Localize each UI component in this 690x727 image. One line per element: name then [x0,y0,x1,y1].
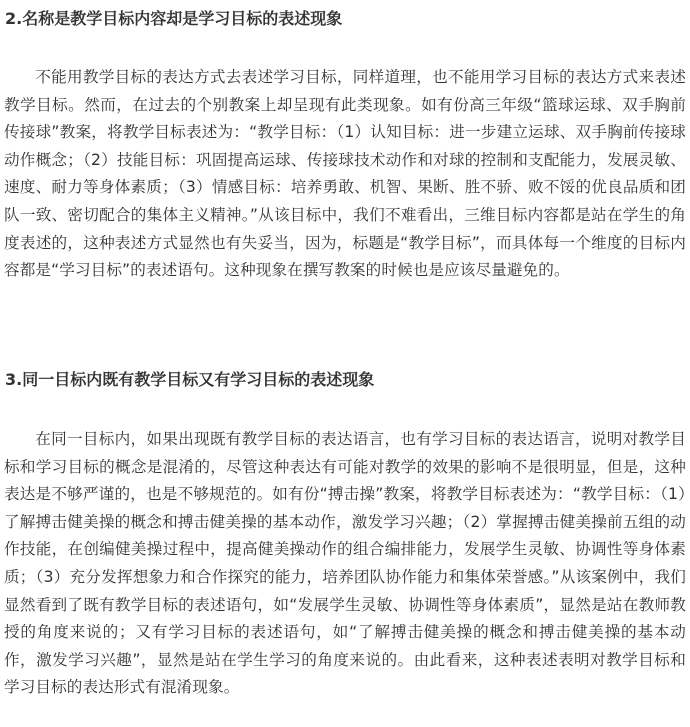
section-paragraph-2: 不能用教学目标的表达方式去表述学习目标，同样道理，也不能用学习目标的表达方式来表述教学目标。然而，在过去的个别教案上却呈现有此类现象。如有份高三年级“篮球运球、双手胸前传接球”教案，将教学目标表述为：“教学目标：（1）认知目标：进一步建立运球、双手胸前传接球动作概念；（2）技能目标：巩固提高运球、传接球技术动作和对球的控制和支配能力，发展灵敏、速度、耐力等身体素质；（3）情感目标：培养勇敢、机智、果断、胜不骄、败不馁的优良品质和团队一致、密切配合的集体主义精神。”从该目标中，我们不难看出，三维目标内容都是站在学生的角度表述的，这种表述方式显然也有失妥当，因为，标题是“教学目标”，而具体每一个维度的目标内容都是“学习目标”的表述语句。这种现象在撰写教案的时候也是应该尽量避免的。 [4,68,686,280]
section-heading-2: 2.名称是教学目标内容却是学习目标的表述现象 [5,9,343,28]
section-heading-3: 3.同一目标内既有教学目标又有学习目标的表述现象 [5,370,375,389]
section-paragraph-3: 在同一目标内，如果出现既有教学目标的表达语言，也有学习目标的表达语言，说明对教学目标和学习目标的概念是混淆的，尽管这种表达有可能对教学的效果的影响不是很明显，但是，这种表达是不够严谨的，也是不够规范的。如有份“搏击操”教案，将教学目标表述为：“教学目标：（1）了解搏击健美操的概念和搏击健美操的基本动作，激发学习兴趣；（2）掌握搏击健美操前五组的动作技能，在创编健美操过程中，提高健美操动作的组合编排能力，发展学生灵敏、协调性等身体素质；（3）充分发挥想象力和合作探究的能力，培养团队协作能力和集体荣誉感。”从该案例中，我们显然看到了既有教学目标的表述语句，如“发展学生灵敏、协调性等身体素质”，显然是站在教师教授的角度来说的；又有学习目标的表述语句，如“了解搏击健美操的概念和搏击健美操的基本动作，激发学习兴趣”，显然是站在学生学习的角度来说的。由此看来，这种表述表明对教学目标和学习目标的表达形式有混淆现象。 [4,430,686,697]
